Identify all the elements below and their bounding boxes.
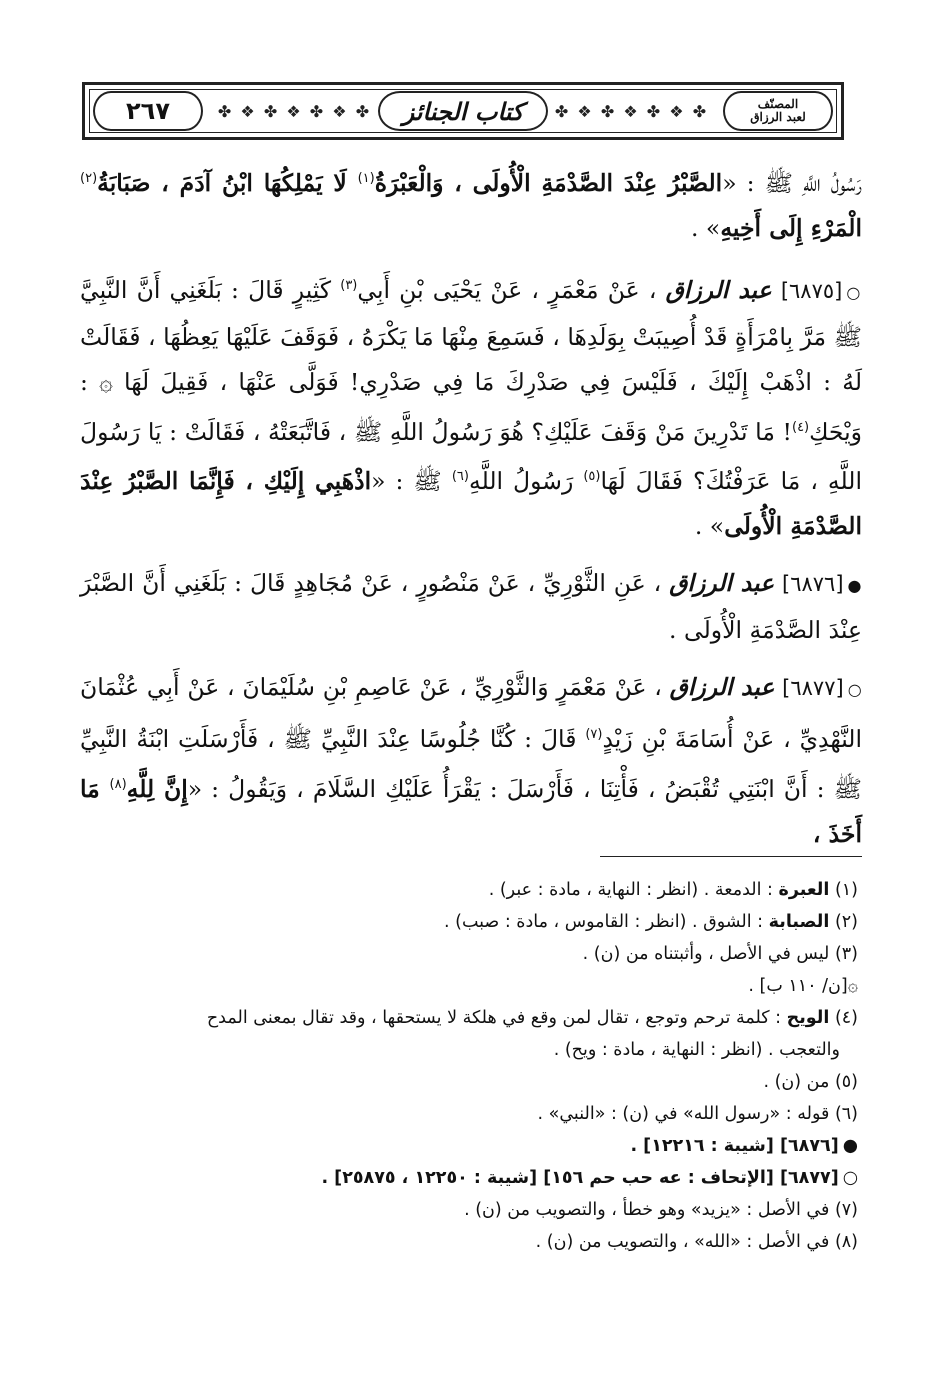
- text-segment: رَسُولُ اللَّهِ ﷺ : «: [722, 168, 862, 197]
- text-segment: » .: [690, 213, 721, 242]
- hadith-quote: الصَّبْرُ عِنْدَ الصَّدْمَةِ الْأُولَى ، وَالْعَبْرَةُ: [374, 168, 723, 197]
- page-number: ٢٦٧: [126, 97, 170, 125]
- header-ornament-left: ✤ ❖ ✤ ❖ ✤ ❖ ✤: [217, 101, 372, 121]
- author-emblem: [723, 91, 833, 131]
- text-segment: ، عَنْ مَعْمَرٍ ، عَنْ يَحْيَى بْنِ أَبِي: [357, 275, 666, 304]
- footnote-text: من (ن) .: [763, 1072, 830, 1092]
- footnote-ref: (٧): [585, 727, 603, 743]
- footnote-number: (٤): [834, 1008, 858, 1028]
- footnotes: [80, 874, 858, 1258]
- footnote-2: [80, 906, 858, 938]
- author-name: عبد الرزاق: [669, 673, 775, 702]
- footnote-ref: (٨): [109, 777, 127, 793]
- footnote-term: العبرة: [778, 880, 830, 900]
- footnote-number: (٢): [834, 912, 858, 932]
- text-segment: كَثِيرٍ قَالَ : بَلَغَنِي أَنَّ النَّبِيَّ ﷺ مَرَّ بِامْرَأَةٍ قَدْ أُصِيبَتْ بِوَلَدِهَا ، فَسَمِعَ مِنْهَا مَا يَكْرَهُ ، فَوَقَفَ عَلَيْهَا يَعِظُهَا ، فَقَالَتْ لَهُ : اذْهَبْ إِلَيْكَ ، فَلَيْسَ فِي صَدْرِكَ مَا فِي صَدْرِي! فَوَلَّى عَنْهَا ، فَقِيلَ لَهَا ۞ : وَيْحَكِ: [80, 275, 862, 446]
- footnote-text-continued: والتعجب . (انظر : النهاية ، مادة : ويح) .: [553, 1040, 840, 1060]
- footnote-term: الصبابة: [768, 912, 830, 932]
- footnote-text: ليس في الأصل ، وأثبتناه من (ن) .: [582, 944, 830, 964]
- hadith-6876: [80, 561, 862, 653]
- author-name: عبد الرزاق: [665, 275, 772, 304]
- book-title-cartouche: [378, 91, 548, 131]
- footnote-text: في الأصل : «يزيد» وهو خطأ ، والتصويب من (ن) .: [464, 1200, 830, 1220]
- footnote-ref: (١): [357, 171, 375, 186]
- text-segment: ، عَنْ مَعْمَرٍ وَالثَّوْرِيِّ ، عَنْ عَاصِمِ بْنِ سُلَيْمَانَ ، عَنْ أَبِي عُثْمَانَ النَّهْدِيِّ ، عَنْ أُسَامَةَ بْنِ زَيْدٍ: [80, 673, 862, 754]
- text-segment: » .: [694, 512, 725, 541]
- footnote-ref: (٤): [791, 419, 810, 435]
- footnote-number: (٣): [834, 944, 858, 964]
- source-reference-6876: [80, 1130, 858, 1162]
- footnote-ref: (٢): [80, 171, 98, 186]
- hadith-marker: ●: [847, 576, 862, 596]
- book-title: كتاب الجنائز: [402, 96, 524, 126]
- hadith-quote: مَا أَخَذَ ،: [80, 774, 862, 848]
- hadith-marker: ●: [842, 1136, 858, 1156]
- page-header: [82, 82, 844, 140]
- footnote-number: (٧): [834, 1200, 858, 1220]
- author-name: عبد الرزاق: [669, 569, 775, 598]
- hadith-6875: [80, 263, 862, 549]
- source-reference-text: [٦٨٧٧] [الإتحاف : عه حب حم ١٥٦] [شيبة : ١٢٢٥٠ ، ٢٥٨٧٥] .: [321, 1168, 839, 1188]
- emblem-line-1: المصنّف: [757, 97, 799, 111]
- hadith-quote: الْمَرْءِ إِلَى أَخِيهِ: [720, 213, 862, 242]
- hadith-number: [٦٨٧٦]: [782, 572, 844, 597]
- text-segment: ! مَا تَدْرِينَ مَنْ وَقَفَ عَلَيْكِ؟ هُوَ رَسُولُ اللَّهِ ﷺ ، فَاتَّبَعَتْهُ ، فَقَالَتْ : يَا رَسُولَ اللَّهِ ، مَا عَرَفْتُكَ؟ فَقَالَ لَهَا: [80, 417, 863, 496]
- footnote-text: قوله : «رسول الله» في (ن) : «النبي» .: [537, 1104, 830, 1124]
- footnote-number: (٥): [834, 1072, 858, 1092]
- footnote-ref: (٦): [451, 469, 469, 485]
- footnote-number: (٦): [834, 1104, 858, 1124]
- hadith-marker: ○: [847, 680, 862, 700]
- text-segment: ﷺ : «: [371, 467, 452, 496]
- folio-note: [80, 970, 858, 1002]
- footnote-separator: [600, 856, 862, 857]
- footnote-number: (١): [834, 880, 858, 900]
- footnote-7: [80, 1194, 858, 1226]
- footnote-number: (٨): [834, 1232, 858, 1252]
- source-reference-text: [٦٨٧٦] [شيبة : ١٢٢١٦] .: [630, 1136, 839, 1156]
- footnote-text: : كلمة ترحم وتوجع ، تقال لمن وقع في هلكة لا يستحقها ، وقد تقال بمعنى المدح: [206, 1008, 782, 1028]
- footnote-text: في الأصل : «الله» ، والتصويب من (ن) .: [535, 1232, 830, 1252]
- hadith-marker: ○: [846, 282, 862, 302]
- hadith-number: [٦٨٧٥]: [780, 278, 843, 303]
- footnote-term: الويح: [786, 1008, 830, 1028]
- source-reference-6877: [80, 1162, 858, 1194]
- footnote-1: [80, 874, 858, 906]
- footnote-text: : الدمعة . (انظر : النهاية ، مادة : عبر) .: [488, 880, 773, 900]
- hadith-quote: لَا يَمْلِكُهَا ابْنُ آدَمَ ، صَبَابَةُ: [97, 168, 358, 197]
- text-segment: ، عَنِ الثَّوْرِيِّ ، عَنْ مَنْصُورٍ ، عَنْ مُجَاهِدٍ قَالَ : بَلَغَنِي أَنَّ الصَّبْرَ عِنْدَ الصَّدْمَةِ الْأُولَى .: [80, 569, 862, 645]
- hadith-number: [٦٨٧٧]: [782, 676, 844, 701]
- emblem-line-2: لعبد الرزاق: [750, 110, 806, 124]
- footnote-ref: (٣): [340, 277, 358, 293]
- paragraph-continued: [80, 156, 862, 251]
- header-ornament-right: ✤ ❖ ✤ ❖ ✤ ❖ ✤: [554, 101, 709, 121]
- footnote-text: : الشوق . (انظر : القاموس ، مادة : صبب) .: [444, 912, 764, 932]
- hadith-quote: إِنَّ لِلَّهِ: [126, 774, 188, 803]
- hadith-quote: اذْهَبِي إِلَيْكِ ، فَإِنَّمَا الصَّبْرُ عِنْدَ الصَّدْمَةِ الْأُولَى: [80, 467, 862, 541]
- footnote-5: [80, 1066, 858, 1098]
- footnote-3: [80, 938, 858, 970]
- text-segment: قَالَ : كُنَّا جُلُوسًا عِنْدَ النَّبِيِّ ﷺ ، فَأَرْسَلَتِ ابْنَةُ النَّبِيِّ ﷺ : أَنَّ ابْنَتِي تُقْبَضُ ، فَأْتِنَا ، فَأَرْسَلَ : يَقْرَأُ عَلَيْكِ السَّلَامَ ، وَيَقُولُ : «: [80, 725, 862, 803]
- page-number-cartouche: [93, 91, 203, 131]
- hadith-marker: ○: [842, 1168, 858, 1188]
- text-segment: رَسُولُ اللَّهِ: [468, 467, 584, 496]
- hadith-6877: [80, 665, 862, 857]
- footnote-ref: (٥): [583, 469, 601, 485]
- main-text: [80, 156, 862, 869]
- footnote-4: [80, 1002, 858, 1066]
- folio-reference: ۞[ن/ ١١٠ ب] .: [748, 976, 858, 996]
- footnote-8: [80, 1226, 858, 1258]
- footnote-6: [80, 1098, 858, 1130]
